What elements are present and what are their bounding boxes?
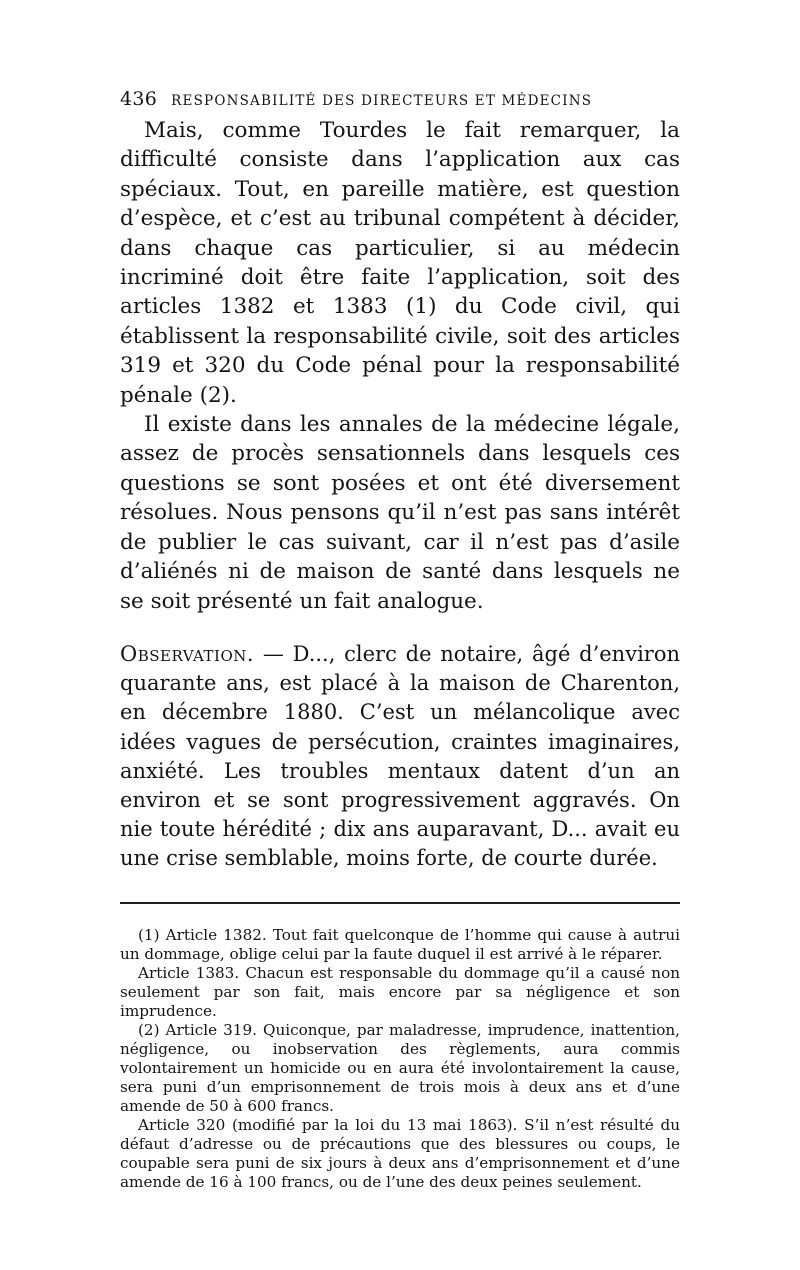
page-number: 436 (120, 88, 158, 110)
footnote-1-article-1383: Article 1383. Chacun est responsable du dommage qu’il a causé non seulement par son fait, mais encore par sa négligence et son imprudence. (120, 963, 680, 1020)
observation-label: Observation. (120, 641, 255, 666)
running-header (120, 88, 680, 116)
body-paragraph-2: Il existe dans les annales de la médecine légale, assez de procès sensationnels dans lesquels ces questions se sont posées et ont été diversement résolues. Nous pensons qu’il n’est pas sans intérêt de publier le cas suivant, car il n’est pas d’asile d’aliénés ni de maison de santé dans lesquels ne se soit présenté un fait analogue. (120, 412, 680, 614)
book-page (120, 88, 680, 1192)
footnote-2-article-319: (2) Article 319. Quiconque, par maladresse, imprudence, inattention, négligence, ou inobservation des règlements, aura commis volontairement un homicide ou en aura été involontairement la cause, sera puni d’un emprisonnement de trois mois à deux ans et d’une amende de 50 à 600 francs. (120, 1020, 680, 1115)
running-title: RESPONSABILITÉ DES DIRECTEURS ET MÉDECINS (171, 93, 593, 109)
observation-text: — D..., clerc de notaire, âgé d’environ quarante ans, est placé à la maison de Charenton, en décembre 1880. C’est un mélancolique avec idées vagues de persécution, craintes imaginaires, anxiété. Les troubles mentaux datent d’un an environ et se sont progressivement aggravés. On nie toute hérédité ; dix ans auparavant, D... avait eu une crise semblable, moins forte, de courte durée. (120, 641, 680, 871)
observation-paragraph (120, 640, 680, 874)
footnote-2-article-320: Article 320 (modifié par la loi du 13 mai 1863). S’il n’est résulté du défaut d’adresse ou de précautions que des blessures ou coups, le coupable sera puni de six jours à deux ans d’emprisonnement et d’une amende de 16 à 100 francs, ou de l’une des deux peines seulement. (120, 1115, 680, 1191)
body-paragraph-1: Mais, comme Tourdes le fait remarquer, la difficulté consiste dans l’application aux cas spéciaux. Tout, en pareille matière, est question d’espèce, et c’est au tribunal compétent à décider, dans chaque cas particulier, si au médecin incriminé doit être faite l’application, soit des articles 1382 et 1383 (1) du Code civil, qui établissent la responsabilité civile, soit des articles 319 et 320 du Code pénal pour la responsabilité pénale (2). (120, 118, 680, 408)
footnote-separator (120, 902, 680, 904)
footnote-1-article-1382: (1) Article 1382. Tout fait quelconque de l’homme qui cause à autrui un dommage, oblige celui par la faute duquel il est arrivé à le réparer. (120, 925, 680, 963)
